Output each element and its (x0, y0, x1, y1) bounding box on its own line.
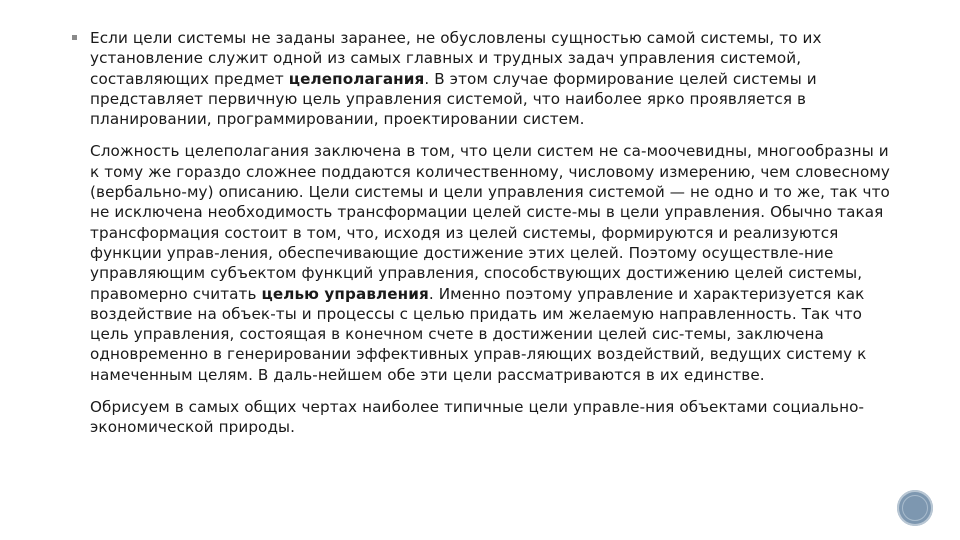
paragraph-3-text: Обрисуем в самых общих чертах наиболее типичные цели управле-ния объектами социально-экономической природы. (90, 398, 865, 437)
paragraph-2 (90, 141, 890, 385)
bullet-marker (72, 35, 77, 40)
text-body (90, 28, 890, 450)
paragraph-1-text-start: Если цели системы не заданы заранее, не обусловлены сущностью самой системы, то их установление служит одной из самых главных и трудных задач управления системой, составляющих предмет (90, 29, 822, 88)
term-goal-setting: целеполагания (288, 69, 425, 88)
slide-badge-icon (897, 490, 933, 526)
paragraph-2-text-start: Сложность целеполагания заключена в том, что цели систем не са-моочевидны, многообразны и к тому же гораздо сложнее поддаются количественному, числовому измерению, чем словесному (вербально-му) описанию. Цели системы и цели управления системой — не одно и то же, так что не исключена необходимость трансформации целей систе-мы в цели управления. Обычно такая трансформация состоит в том, что, исходя из целей системы, формируются и реализуются функции управ-ления, обеспечивающие достижение этих целей. Поэтому осуществле-ние управляющим субъектом функций управления, способствующих достижению целей системы, правомерно считать (90, 142, 890, 303)
paragraph-2-text-end: . Именно поэтому управление и характеризуется как воздействие на объек-ты и процессы с целью придать им желаемую направленность. Так что цель управления, состоящая в конечном счете в достижении целей сис-темы, заключена одновременно в генерировании эффективных управ-ляющих воздействий, ведущих систему к намеченным целям. В даль-нейшем обе эти цели рассматриваются в их единстве. (90, 284, 867, 384)
term-management-goal: целью управления (261, 284, 429, 303)
paragraph-3 (90, 397, 890, 438)
paragraph-1 (90, 28, 890, 129)
paragraph-1-text-end: . В этом случае формирование целей системы и представляет первичную цель управления системой, что наиболее ярко проявляется в планировании, программировании, проектировании систем. (90, 69, 817, 129)
